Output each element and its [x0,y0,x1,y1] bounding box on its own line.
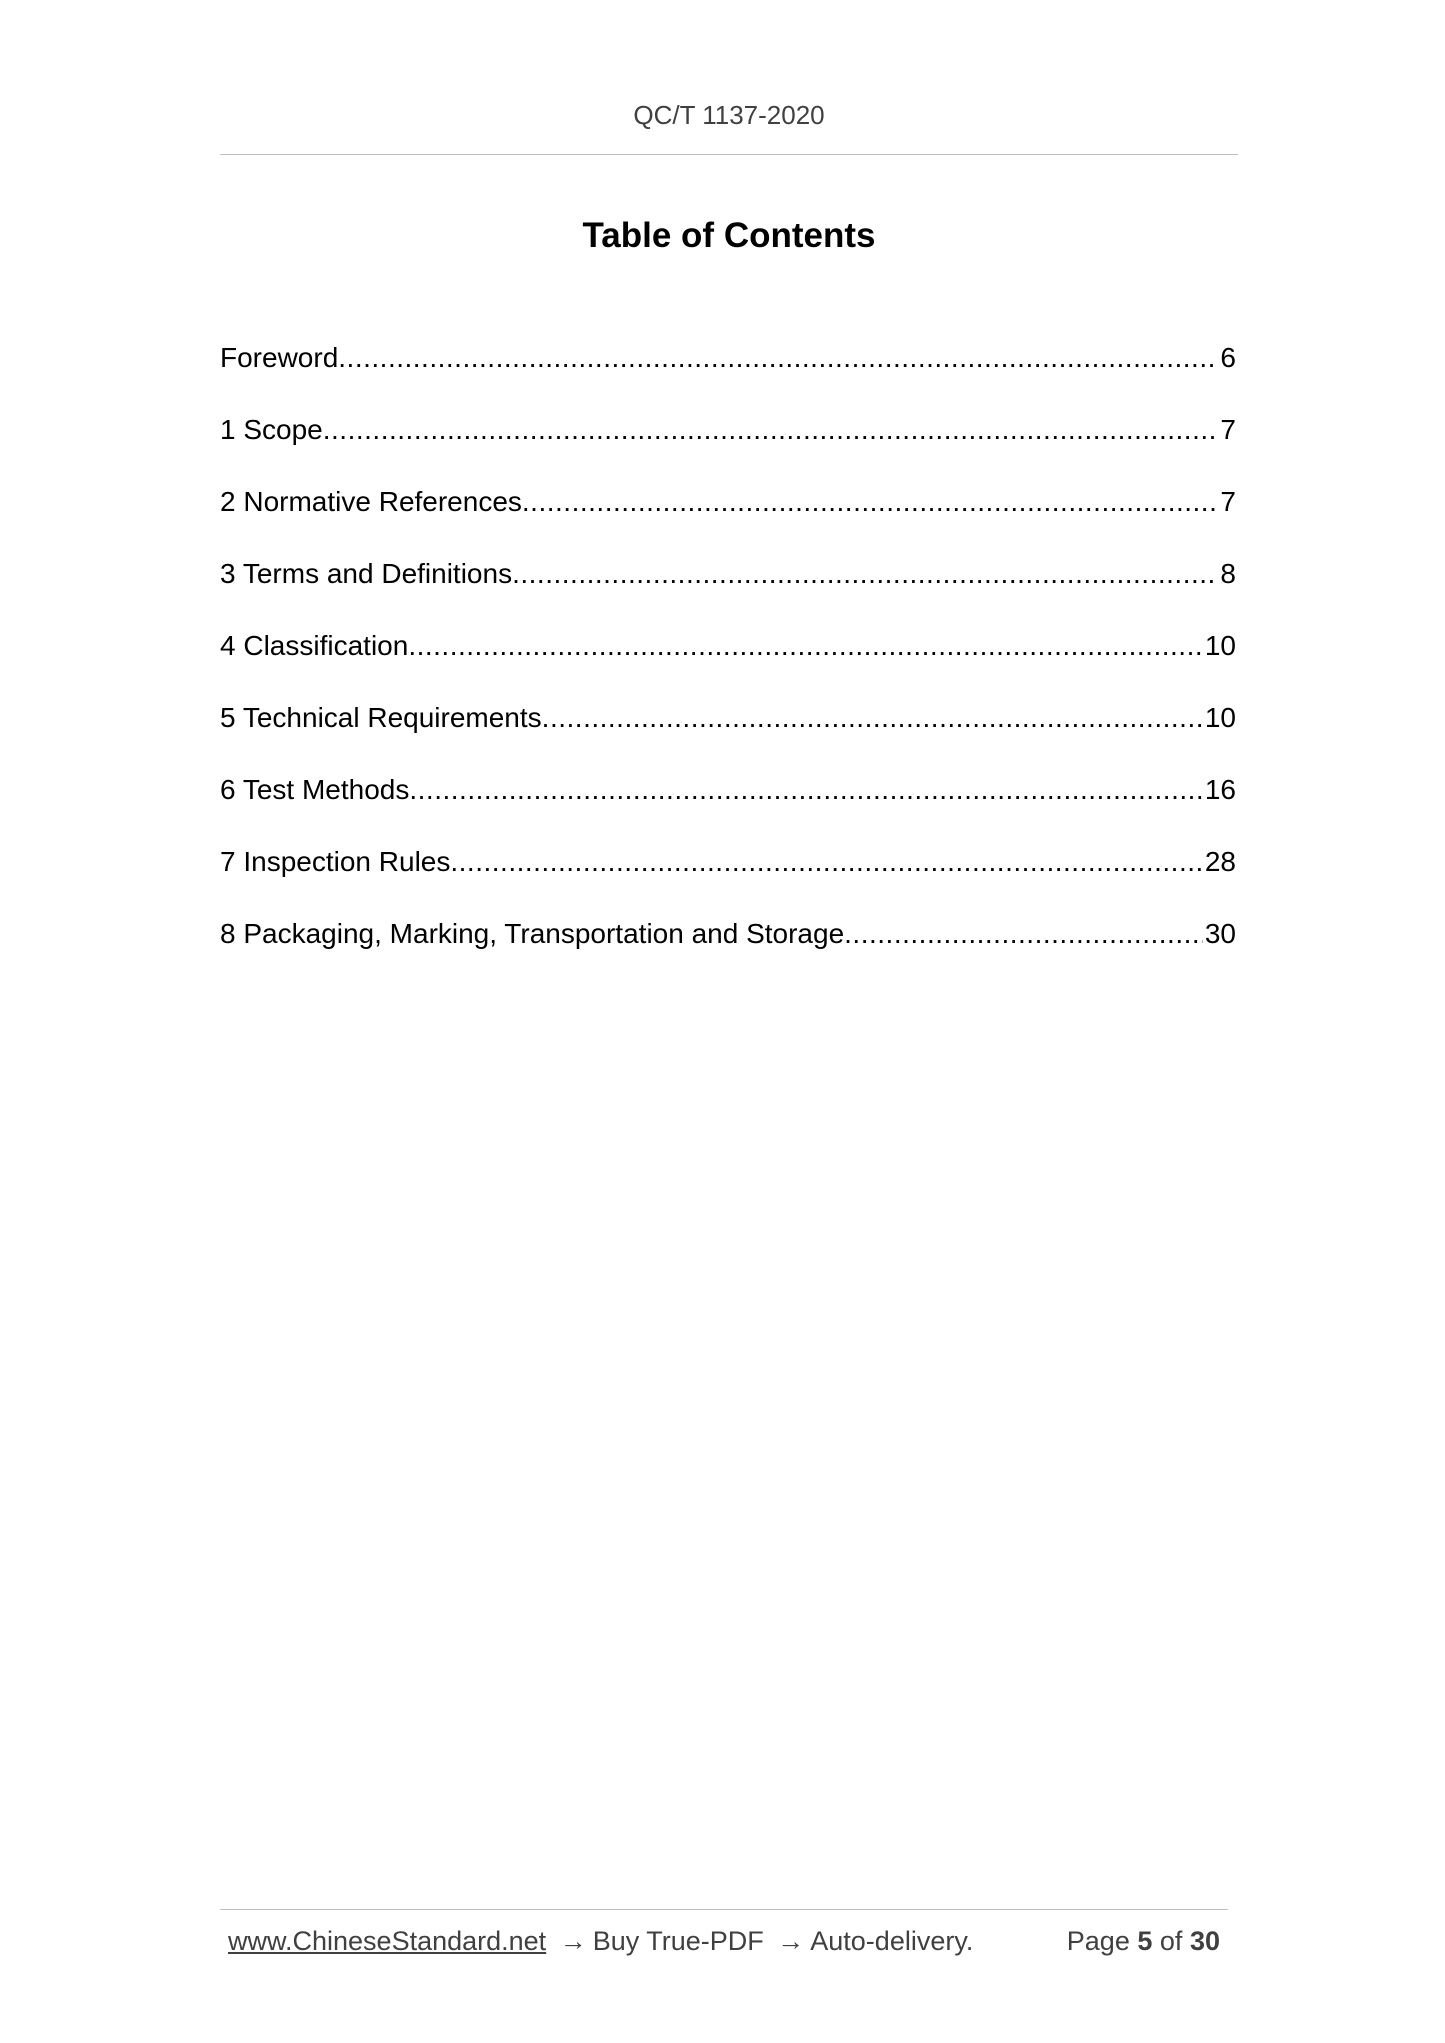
toc-entry-technical-requirements[interactable] [220,696,1236,768]
toc-entry-scope[interactable] [220,408,1236,480]
toc-entry-terms-and-definitions[interactable] [220,552,1236,624]
toc-dot-leader [409,768,1202,812]
toc-entry-page: 10 [1204,702,1236,733]
toc-entry-page: 7 [1220,486,1236,517]
toc-entry-packaging-marking-transportation-storage[interactable] [220,912,1236,984]
toc-entry-label: 1 Scope [220,414,323,445]
toc-entry-label: 3 Terms and Definitions [220,558,513,589]
of-word: of [1159,1926,1183,1956]
toc-entry-label: 8 Packaging, Marking, Transportation and Storage [220,918,845,949]
table-of-contents [220,336,1236,984]
page-number [1067,1926,1220,1957]
page-title: Table of Contents [582,216,876,255]
toc-dot-leader [450,840,1202,884]
footer-divider [220,1909,1228,1910]
auto-delivery-text: Auto-delivery. [810,1926,974,1956]
toc-entry-label: 4 Classification [220,630,409,661]
toc-entry-page: 16 [1204,774,1236,805]
current-page-number: 5 [1137,1926,1153,1956]
toc-entry-label: 5 Technical Requirements [220,702,542,733]
toc-dot-leader [408,624,1203,668]
toc-entry-label: 6 Test Methods [220,774,410,805]
toc-dot-leader [542,696,1203,740]
footer-promo [228,1926,973,1957]
running-header: QC/T 1137-2020 [633,100,825,130]
toc-dot-leader [512,552,1218,596]
website-link[interactable]: www.ChineseStandard.net [228,1926,547,1956]
toc-dot-leader [338,336,1218,380]
page-footer [228,1926,1220,1957]
buy-true-pdf-text: Buy True-PDF [592,1926,764,1956]
toc-entry-classification[interactable] [220,624,1236,696]
toc-dot-leader [844,912,1203,956]
header-divider [220,154,1238,155]
toc-entry-page: 8 [1220,558,1236,589]
toc-entry-normative-references[interactable] [220,480,1236,552]
toc-entry-page: 7 [1220,414,1236,445]
toc-entry-test-methods[interactable] [220,768,1236,840]
toc-entry-page: 10 [1204,630,1236,661]
toc-entry-page: 6 [1220,342,1236,373]
toc-dot-leader [323,408,1219,452]
toc-entry-label: Foreword [220,342,339,373]
toc-entry-label: 2 Normative References [220,486,522,517]
toc-entry-inspection-rules[interactable] [220,840,1236,912]
total-page-count: 30 [1189,1926,1220,1956]
toc-entry-label: 7 Inspection Rules [220,846,451,877]
toc-entry-page: 30 [1204,918,1236,949]
toc-entry-foreword[interactable] [220,336,1236,408]
toc-entry-page: 28 [1204,846,1236,877]
arrow-right-icon: → [559,1926,587,1956]
toc-dot-leader [522,480,1219,524]
arrow-right-icon: → [777,1926,805,1956]
page-word: Page [1066,1926,1130,1956]
